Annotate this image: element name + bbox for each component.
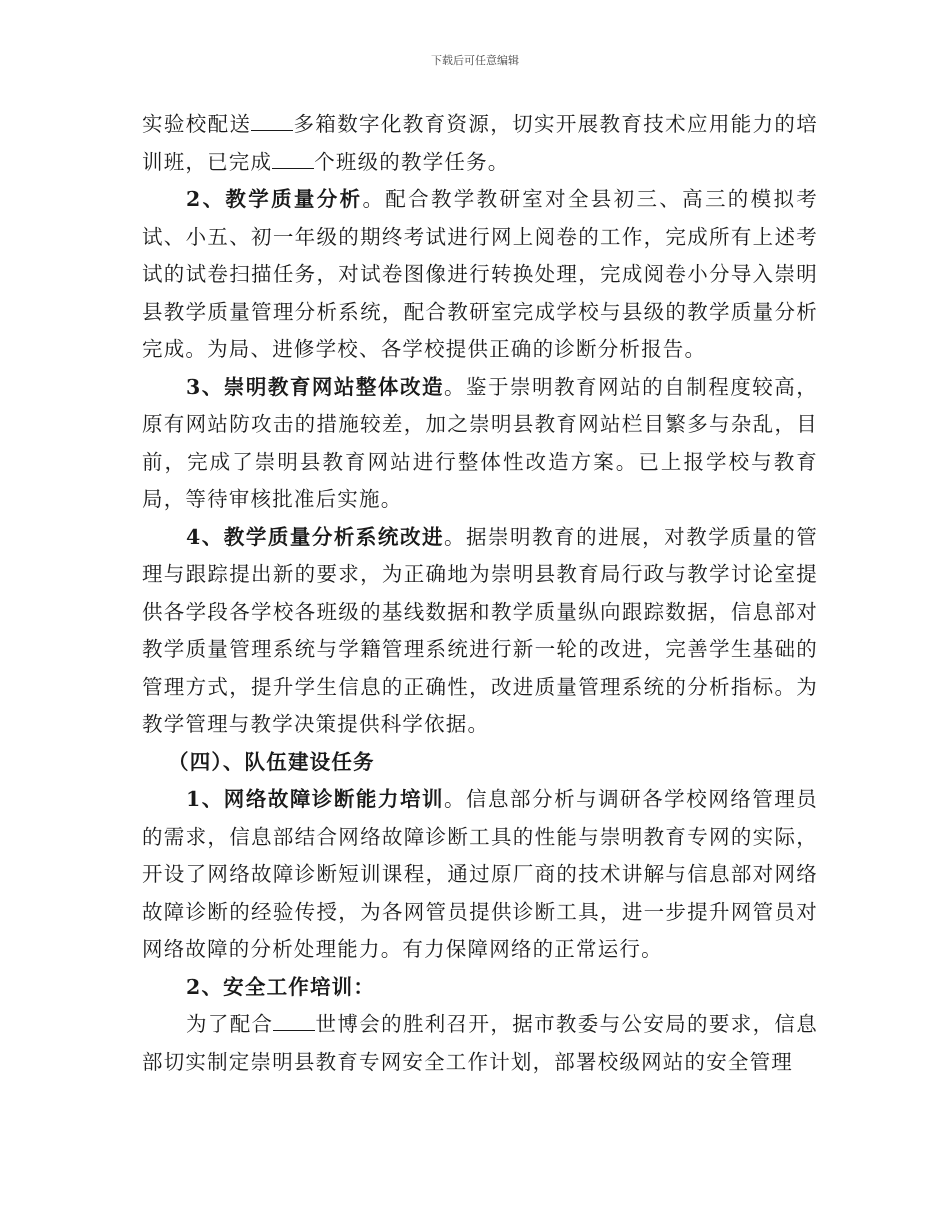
item-body: 。配合教学教研室对全县初三、高三的模拟考试、小五、初一年级的期终考试进行网上阅卷的工作，完成所有上述考试的试卷扫描任务，对试卷图像进行转换处理，完成阅卷小分导入崇明县教学质量管理分析系统，配合教研室完成学校与县级的教学质量分析完成。为局、进修学校、各学校提供正确的诊断分析报告。 — [142, 187, 818, 361]
item-title: 3、崇明教育网站整体改造 — [186, 374, 444, 399]
section-heading: （四）、队伍建设任务 — [168, 749, 375, 774]
item-title: 4、教学质量分析系统改进 — [186, 524, 444, 549]
fill-blank — [251, 110, 293, 131]
text-segment: 实验校配送 — [142, 112, 252, 136]
fill-blank — [273, 1010, 315, 1031]
paragraph-analysis-system-improvement — [142, 519, 818, 744]
text-segment: 为了配合 — [186, 1012, 274, 1036]
paragraph-teaching-quality-analysis — [142, 181, 818, 369]
item-body: 。据崇明教育的进展，对教学质量的管理与跟踪提出新的要求，为正确地为崇明县教育局行政与教学讨论室提供各学段各学校各班级的基线数据和教学质量纵向跟踪数据，信息部对教学质量管理系统与学籍管理系统进行新一轮的改进，完善学生基础的管理方式，提升学生信息的正确性，改进质量管理系统的分析指标。为教学管理与教学决策提供科学依据。 — [142, 524, 818, 736]
paragraph-network-training — [142, 781, 818, 969]
item-title: 1、网络故障诊断能力培训 — [186, 787, 444, 811]
paragraph-security-plan — [142, 1006, 818, 1081]
fill-blank — [272, 148, 314, 169]
document-body — [142, 106, 818, 1081]
page-header: 下载后可任意编辑 — [431, 54, 519, 67]
item-title: 2、教学质量分析 — [186, 187, 363, 211]
paragraph-continuation — [142, 106, 818, 181]
item-body: 。鉴于崇明教育网站的自制程度较高，原有网站防攻击的措施较差，加之崇明县教育网站栏目繁多与杂乱，目前，完成了崇明县教育网站进行整体性改造方案。已上报学校与教育局，等待审核批准后实施。 — [142, 374, 818, 511]
text-segment: 个班级的教学任务。 — [314, 149, 510, 174]
subheading-security-training: 2、安全工作培训： — [186, 974, 376, 999]
text-segment: 多箱数字化教育资源，切实开展教育技术应用能力的培训班，已完成 — [142, 112, 818, 174]
text-segment: 世博会的胜利召开，据市教委与公安局的要求，信息部切实制定崇明县教育专网安全工作计划，部署校级网站的安全管理 — [142, 1012, 818, 1074]
item-body: 。信息部分析与调研各学校网络管理员的需求，信息部结合网络故障诊断工具的性能与崇明教育专网的实际，开设了网络故障诊断短训课程，通过原厂商的技术讲解与信息部对网络故障诊断的经验传授，为各网管员提供诊断工具，进一步提升网管员对网络故障的分析处理能力。有力保障网络的正常运行。 — [142, 787, 818, 961]
paragraph-website-redesign — [142, 369, 818, 519]
